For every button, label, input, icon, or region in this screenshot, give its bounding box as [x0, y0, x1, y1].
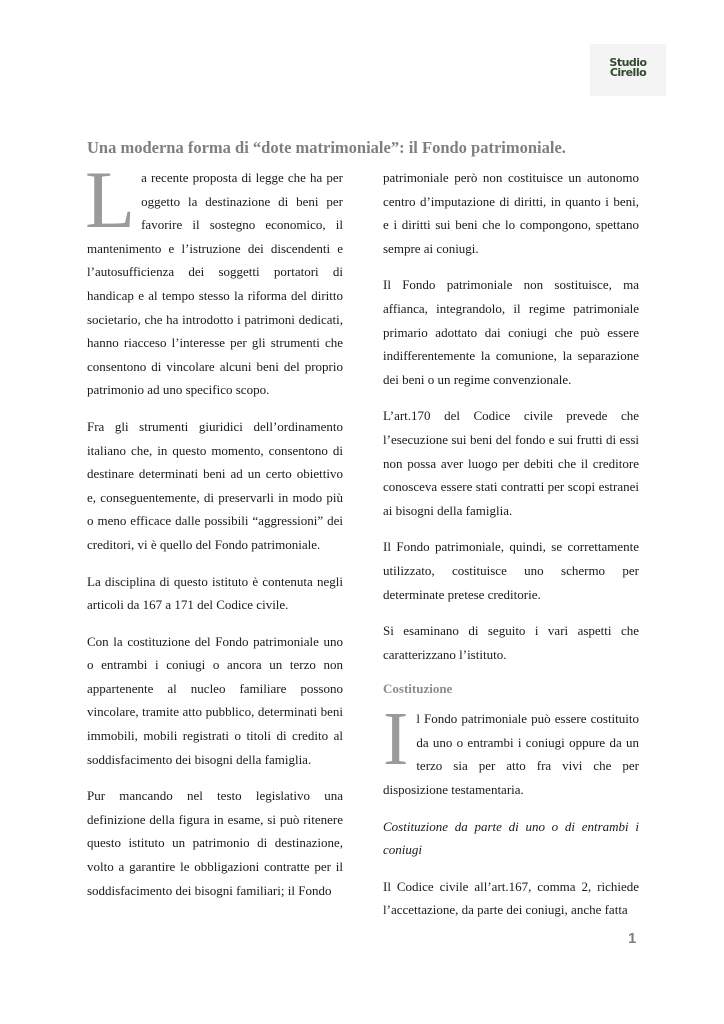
- paragraph: Pur mancando nel testo legislativo una definizione della figura in esame, si può ritenere questo istituto un patrimonio di destinazione, volto a garantire le obbligazioni contratte per il soddisfacimento dei bisogni familiari; il Fondo: [87, 788, 343, 898]
- paragraph: Con la costituzione del Fondo patrimoniale uno o entrambi i coniugi o ancora un terzo non appartenente al nucleo familiare possono vincolare, tramite atto pubblico, determinati beni immobili, mobili registrati o titoli di credito al soddisfacimento dei bisogni della famiglia.: [87, 633, 343, 767]
- intro-text: a recente proposta di legge che ha per oggetto la destinazione di beni per favorire il sostegno economico, il mantenimento e l’istruzione dei discendenti e l’autosufficienza dei soggetti portatori di handicap e al tempo stesso la riforma del diritto societario, che ha introdotto i patrimoni dedicati, hanno riacceso l’interesse per gli strumenti che consentono di vincolare alcuni beni del proprio patrimonio ad uno specifico scopo.: [87, 170, 343, 398]
- section-text: l Fondo patrimoniale può essere costituito da uno o entrambi i coniugi oppure da un terzo sia per atto fra vivi che per disposizione testamentaria.: [383, 711, 639, 798]
- paragraph: Il Codice civile all’art.167, comma 2, richiede l’accettazione, da parte dei coniugi, anche fatta: [383, 878, 639, 918]
- paragraph: Fra gli strumenti giuridici dell’ordinamento italiano che, in questo momento, consentono di destinare determinati beni ad un certo obiettivo e, conseguentemente, di preservarli in modo più o meno efficace dalle possibili “aggressioni” dei creditori, vi è quello del Fondo patrimoniale.: [87, 418, 343, 552]
- logo-text: Studio Cirello: [609, 56, 647, 79]
- intro-paragraph: [85, 154, 343, 402]
- right-column: [383, 166, 639, 935]
- left-column: [85, 154, 343, 915]
- paragraph: Il Fondo patrimoniale, quindi, se correttamente utilizzato, costituisce uno schermo per determinate pretese creditorie.: [383, 539, 639, 602]
- paragraph: Si esaminano di seguito i vari aspetti che caratterizzano l’istituto.: [383, 623, 639, 662]
- paragraph: La disciplina di questo istituto è contenuta negli articoli da 167 a 171 del Codice civile.: [87, 573, 343, 613]
- dropcap-l: L: [85, 154, 136, 245]
- paragraph: patrimoniale però non costituisce un autonomo centro d’imputazione di diritti, in quanto i beni, e i diritti sui beni che lo compongono, spettano sempre ai coniugi.: [383, 170, 639, 256]
- section-paragraph: [383, 697, 639, 801]
- paragraph: Il Fondo patrimoniale non sostituisce, ma affianca, integrandolo, il regime patrimoniale primario adottato dai coniugi che può essere indifferentemente la comunione, la separazione dei beni o un regime convenzionale.: [383, 277, 639, 387]
- page-number: 1: [628, 930, 637, 947]
- logo: [590, 44, 666, 96]
- section-heading-costituzione: Costituzione: [383, 681, 453, 697]
- page-title: Una moderna forma di “dote matrimoniale”: il Fondo patrimoniale.: [87, 138, 566, 157]
- dropcap-i: I: [383, 697, 409, 782]
- paragraph: L’art.170 del Codice civile prevede che l’esecuzione sui beni del fondo e sui frutti di essi non possa aver luogo per debiti che il creditore conosceva essere stati contratti per scopi estranei ai bisogni della famiglia.: [383, 408, 639, 518]
- subsection-heading: Costituzione da parte di uno o di entrambi i coniugi: [383, 818, 639, 858]
